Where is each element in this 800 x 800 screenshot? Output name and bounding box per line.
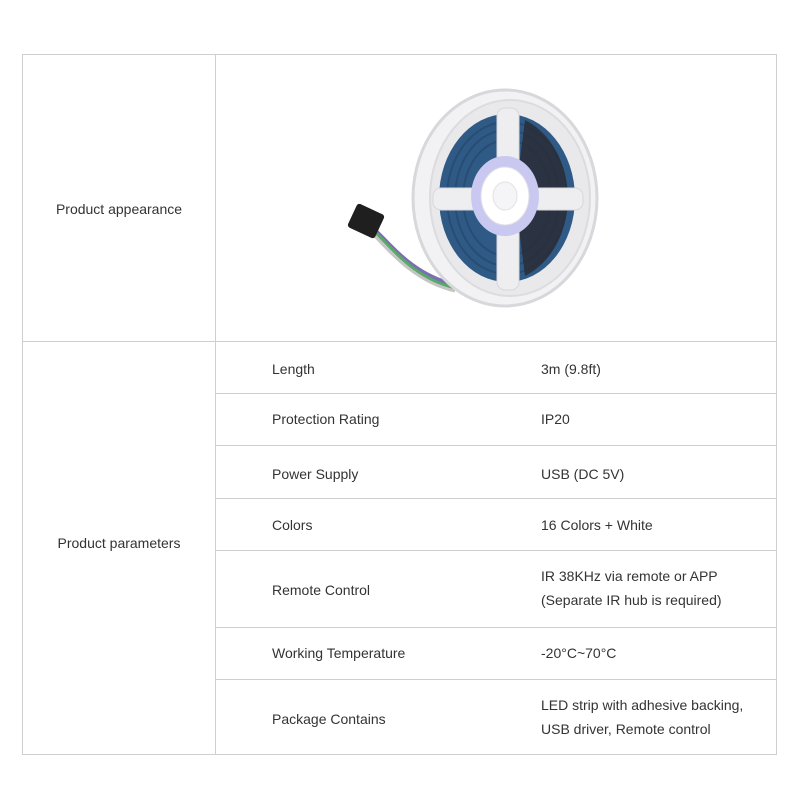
param-value-remote-control-line2: (Separate IR hub is required) bbox=[541, 592, 722, 608]
param-name-power-supply: Power Supply bbox=[272, 466, 359, 482]
param-value-power-supply: USB (DC 5V) bbox=[541, 466, 625, 482]
param-name-package-contains: Package Contains bbox=[272, 711, 386, 727]
param-name-working-temperature: Working Temperature bbox=[272, 645, 406, 661]
param-value-protection-rating: IP20 bbox=[541, 411, 570, 427]
param-value-length: 3m (9.8ft) bbox=[541, 361, 601, 377]
product-parameters-label: Product parameters bbox=[57, 535, 181, 551]
product-image bbox=[335, 80, 615, 320]
row-divider bbox=[216, 393, 777, 394]
row-divider bbox=[216, 679, 777, 680]
param-value-package-contains-line1: LED strip with adhesive backing, bbox=[541, 697, 744, 713]
row-divider bbox=[22, 341, 777, 342]
param-value-working-temperature: -20°C~70°C bbox=[541, 645, 617, 661]
led-strip-reel-image bbox=[335, 80, 615, 320]
product-appearance-label: Product appearance bbox=[55, 201, 183, 217]
row-divider bbox=[216, 550, 777, 551]
row-divider bbox=[216, 445, 777, 446]
column-divider bbox=[215, 55, 216, 755]
param-name-protection-rating: Protection Rating bbox=[272, 411, 380, 427]
row-divider bbox=[216, 498, 777, 499]
param-name-colors: Colors bbox=[272, 517, 313, 533]
param-value-colors: 16 Colors + White bbox=[541, 517, 653, 533]
param-name-remote-control: Remote Control bbox=[272, 582, 371, 598]
param-value-package-contains-line2: USB driver, Remote control bbox=[541, 721, 711, 737]
row-divider bbox=[216, 627, 777, 628]
param-value-remote-control-line1: IR 38KHz via remote or APP bbox=[541, 568, 718, 584]
param-name-length: Length bbox=[272, 361, 315, 377]
